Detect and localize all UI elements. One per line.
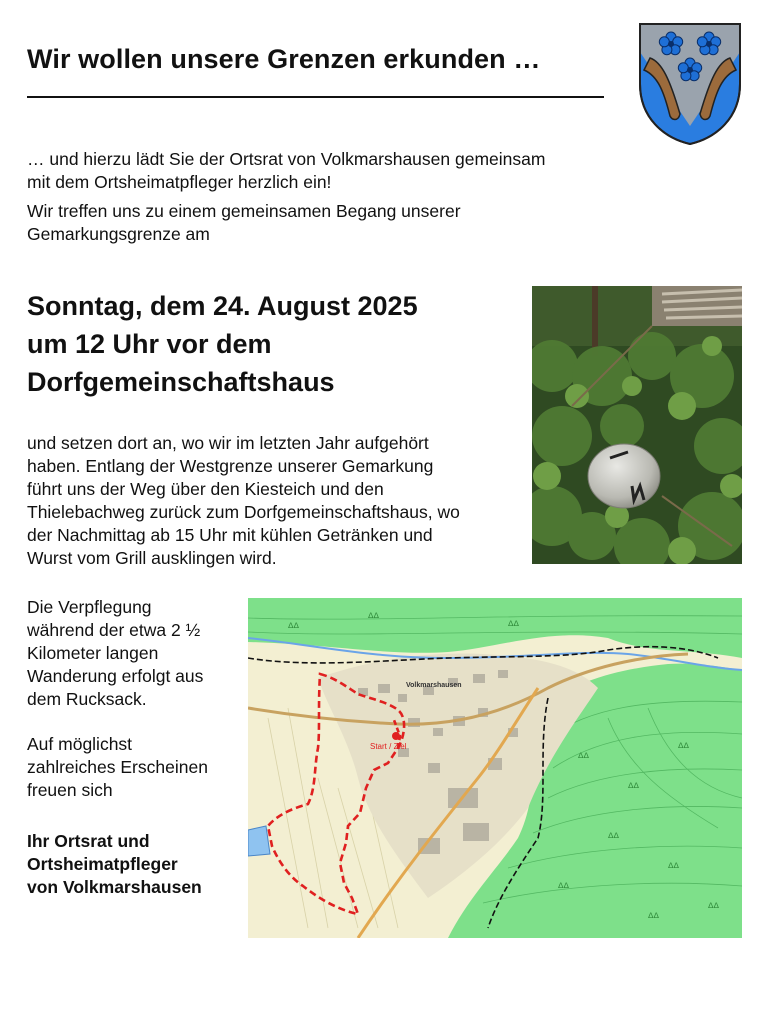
catering-block bbox=[27, 596, 237, 711]
svg-text:ᐃᐃ: ᐃᐃ bbox=[708, 901, 719, 910]
closing-line: freuen sich bbox=[27, 780, 113, 800]
town-label: Volkmarshausen bbox=[406, 682, 462, 689]
signature-block bbox=[27, 830, 237, 899]
closing-line: Auf möglichst bbox=[27, 734, 133, 754]
description-line: Wurst vom Grill ausklingen wird. bbox=[27, 548, 277, 568]
svg-text:ᐃᐃ: ᐃᐃ bbox=[578, 751, 589, 760]
intro-block bbox=[27, 148, 587, 246]
intro-line: Wir treffen uns zu einem gemeinsamen Begang unserer bbox=[27, 201, 461, 221]
signature-line: Ortsheimatpfleger bbox=[27, 854, 178, 874]
svg-text:ᐃᐃ: ᐃᐃ bbox=[558, 881, 569, 890]
route-map bbox=[248, 598, 742, 938]
catering-line: Wanderung erfolgt aus bbox=[27, 666, 204, 686]
intro-line: Gemarkungsgrenze am bbox=[27, 224, 210, 244]
signature-line: Ihr Ortsrat und bbox=[27, 831, 150, 851]
boundary-stone-photo bbox=[532, 286, 742, 564]
svg-text:ᐃᐃ: ᐃᐃ bbox=[608, 831, 619, 840]
catering-line: während der etwa 2 ½ bbox=[27, 620, 201, 640]
closing-block bbox=[27, 733, 237, 802]
svg-text:ᐃᐃ: ᐃᐃ bbox=[368, 611, 379, 620]
description-line: und setzen dort an, wo wir im letzten Jahr aufgehört bbox=[27, 433, 429, 453]
description-line: der Nachmittag ab 15 Uhr mit kühlen Getränken und bbox=[27, 525, 433, 545]
description-line: Thielebachweg zurück zum Dorfgemeinschaftshaus, wo bbox=[27, 502, 460, 522]
svg-text:ᐃᐃ: ᐃᐃ bbox=[668, 861, 679, 870]
svg-text:ᐃᐃ: ᐃᐃ bbox=[508, 619, 519, 628]
svg-text:ᐃᐃ: ᐃᐃ bbox=[288, 621, 299, 630]
event-location: Dorfgemeinschaftshaus bbox=[27, 367, 335, 397]
coat-of-arms-icon bbox=[636, 22, 744, 146]
catering-line: Kilometer langen bbox=[27, 643, 159, 663]
page-title: Wir wollen unsere Grenzen erkunden … bbox=[27, 44, 541, 74]
description-line: führt uns der Weg über den Kiesteich und den bbox=[27, 479, 384, 499]
catering-line: Die Verpflegung bbox=[27, 597, 152, 617]
event-date: Sonntag, dem 24. August 2025 bbox=[27, 291, 418, 321]
svg-text:ᐃᐃ: ᐃᐃ bbox=[628, 781, 639, 790]
intro-line: … und hierzu lädt Sie der Ortsrat von Volkmarshausen gemeinsam bbox=[27, 149, 546, 169]
description-block bbox=[27, 432, 527, 570]
title-underline bbox=[27, 96, 604, 98]
event-block bbox=[27, 287, 517, 401]
signature-line: von Volkmarshausen bbox=[27, 877, 202, 897]
description-line: haben. Entlang der Westgrenze unserer Gemarkung bbox=[27, 456, 434, 476]
svg-text:ᐃᐃ: ᐃᐃ bbox=[678, 741, 689, 750]
event-time: um 12 Uhr vor dem bbox=[27, 329, 272, 359]
start-finish-label: Start / Ziel bbox=[370, 742, 407, 751]
svg-text:ᐃᐃ: ᐃᐃ bbox=[648, 911, 659, 920]
closing-line: zahlreiches Erscheinen bbox=[27, 757, 208, 777]
catering-line: dem Rucksack. bbox=[27, 689, 147, 709]
intro-line: mit dem Ortsheimatpfleger herzlich ein! bbox=[27, 172, 332, 192]
